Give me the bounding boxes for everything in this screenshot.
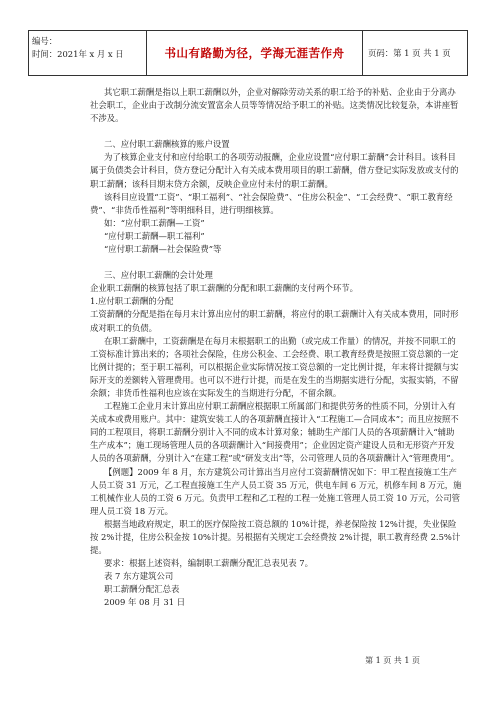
paragraph: 【例题】2009 年 8 月，东方建筑公司计算出当月应付工资薪酬情况如下：甲工程直接施工生产人员工资 31 万元，乙工程直接施工生产人员工资 35 万元，供电车间 6 万元，机修车间 8 万元，施工机械作业人员的工资 6 万元。负责甲工程和乙工程的工程一处施工管理人员工资 10 万元，公司管理人员工资 18 万元。 [90,466,462,516]
paragraph: 企业职工薪酬的核算包括了职工薪酬的分配和职工薪酬的支付两个环节。 [90,283,358,294]
paragraph: 工资薪酬的分配是指在每月末计算出应付的职工薪酬，将应付的职工薪酬计入有关成本费用，同时形成对职工的负债。 [90,309,459,333]
header-motto: 书山有路勤为径，学海无涯苦作舟 [147,31,363,75]
paragraph: 表 7 东方建筑公司 [104,571,174,582]
paragraph: “应付职工薪酬—社会保险费”等 [104,244,222,255]
paragraph: 三、应付职工薪酬的会计处理 [104,270,213,281]
paragraph: 其它职工薪酬是指以上职工薪酬以外，企业对解除劳动关系的职工给予的补贴、企业由于分离办社会职工，企业由于改制分流安置富余人员等等情况给予职工的补贴。这类情况比较复杂，本讲座暂不涉及。 [90,87,459,124]
paragraph: 职工薪酬分配汇总表 [104,584,180,595]
paragraph: 该科目应设置“工资”、“职工福利”、“社会保险费”、“住房公积金”、“工会经费”、“职工教育经费”、“非货币性福利”等明细科目，进行明细核算。 [90,191,453,215]
paragraph: “应付职工薪酬—职工福利” [104,230,205,241]
paragraph: 如：“应付职工薪酬—工资” [104,217,205,228]
paragraph: 在职工薪酬中，工资薪酬是在每月末根据职工的出勤（或完成工作量）的情况，并按不同职工的工资标准计算出来的；各项社会保险，住房公积金、工会经费、职工教育经费是按照工资总额的一定比例计提的；至于职工福利，可以根据企业实际情况按工资总额的一定比例计提，年末将计提额与实际开支的差额转入管理费用。也可以不进行计提，而是在发生的当期据实进行分配，实报实销，不留余额；非货币性福利也应该在实际发生的当期进行分配，不留余额。 [90,335,459,398]
header-meta [29,31,147,75]
paragraph: 要求：根据上述资料，编制职工薪酬分配汇总表见表 7。 [104,558,313,569]
paragraph: 工程施工企业月末计算出应付职工薪酬应根据职工所属部门和提供劳务的性质不同，分别计入有关成本或费用账户。其中：建筑安装工人的各项薪酬直接计入“工程施工—合同成本”；而且应按照不同的工程项目，将职工薪酬分别计入不同的成本计算对象；辅助生产部门人员的各项薪酬计入“辅助生产成本”；施工现场管理人员的各项薪酬计入“间接费用”；企业因定资产建设人员和无形资产开发人员的各项薪酬，分别计入“在建工程”或“研发支出”等，公司管理人员的各项薪酬计入“管理费用”。 [90,401,460,464]
paragraph: 2009 年 08 月 31 日 [104,597,186,608]
number-label: 编号： [32,36,58,46]
document-body [90,86,462,610]
paragraph: 1.应付职工薪酬的分配 [90,296,174,307]
page-footer: 第 1 页 共 1 页 [365,656,420,665]
time-label: 时间：2021年 x 月 x 日 [32,49,124,59]
paragraph: 根据当地政府规定，职工的医疗保险按工资总额的 10%计提，养老保险按 12%计提，失业保险按 2%计提，住房公积金按 10%计提。另根据有关规定工会经费按 2%计提，职工教育经费 2.5%计提。 [90,518,461,556]
header-page-info: 页码：第 1 页 共 1 页 [368,48,451,58]
paragraph: 为了核算企业支付和应付给职工的各项劳动报酬，企业应设置“应付职工薪酬”会计科目。该科目属于负债类会计科目，贷方登记分配计入有关成本费用项目的职工薪酬，借方登记实际发放或支付的职工薪酬；该科目期末贷方余额，反映企业应付未付的职工薪酬。 [90,152,459,189]
document-header [28,30,468,76]
blank-line [90,256,462,269]
blank-line [90,125,462,138]
paragraph: 二、应付职工薪酬核算的账户设置 [104,139,230,150]
